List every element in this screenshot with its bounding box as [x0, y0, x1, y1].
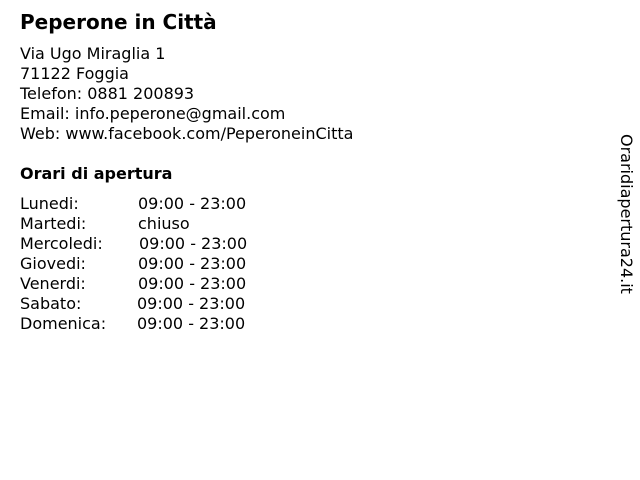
hours-time: 09:00 - 23:00: [138, 274, 247, 293]
site-watermark-text: Oraridiapertura24.it: [617, 134, 636, 294]
web-line[interactable]: Web: www.facebook.com/PeperoneinCitta: [20, 124, 354, 143]
hours-day: Lunedi:: [20, 194, 79, 213]
hours-time: chiuso: [138, 214, 190, 233]
hours-day: Mercoledi:: [20, 234, 103, 253]
hours-time: 09:00 - 23:00: [139, 234, 248, 253]
hours-day: Sabato:: [20, 294, 82, 313]
hours-day: Venerdi:: [20, 274, 86, 293]
contact-block: [20, 44, 353, 144]
hours-time: 09:00 - 23:00: [138, 194, 247, 213]
city-postal: 71122 Foggia: [20, 64, 129, 83]
hours-day: Giovedi:: [20, 254, 86, 273]
street-address: Via Ugo Miraglia 1: [20, 44, 166, 63]
hours-time: 09:00 - 23:00: [137, 314, 246, 333]
hours-time: 09:00 - 23:00: [138, 254, 247, 273]
phone-line[interactable]: Telefon: 0881 200893: [20, 84, 195, 103]
hours-day: Domenica:: [20, 314, 107, 333]
email-line[interactable]: Email: info.peperone@gmail.com: [20, 104, 286, 123]
hours-day: Martedi:: [20, 214, 87, 233]
opening-hours-heading: Orari di apertura: [20, 164, 173, 183]
site-watermark: [612, 134, 636, 309]
business-name: Peperone in Città: [20, 10, 217, 34]
hours-time: 09:00 - 23:00: [137, 294, 246, 313]
